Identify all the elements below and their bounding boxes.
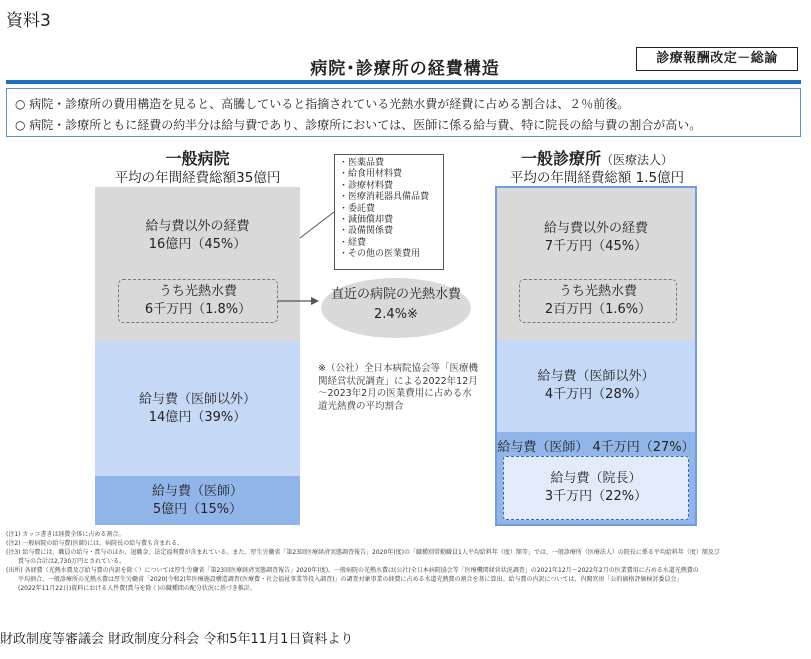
hospital-other-expense-value: 16億円（45%） <box>148 237 247 252</box>
utility-arrow-head-icon <box>311 297 319 305</box>
expense-item: ・経費 <box>339 237 367 248</box>
clinic-nondoctor-salary-value: 4千万円（28%） <box>544 387 648 402</box>
clinic-doctor-salary-label: 給与費（医師） <box>497 440 589 455</box>
clinic-utility-box <box>519 279 677 323</box>
hospital-heading: 一般病院 <box>165 149 230 168</box>
summary-line-1: ○ 病院・診療所の費用構造を見ると、高騰していると指摘されている光熱水費が経費に占める割合は、２％前後。 <box>15 97 630 111</box>
expense-item: ・医療消耗器具備品費 <box>339 192 430 203</box>
hospital-doctor-salary-label: 給与費（医師） <box>151 483 243 499</box>
hospital-utility-value: 6千万円（1.8%） <box>144 302 252 317</box>
clinic-director-salary-value: 3千万円（22%） <box>544 489 648 504</box>
page-title: 病院･診療所の経費構造 <box>310 59 500 79</box>
hospital-nondoctor-salary-label: 給与費（医師以外） <box>138 391 256 407</box>
footnotes <box>6 530 801 593</box>
recent-utility-value: 2.4%※ <box>374 307 418 322</box>
expense-item: ・医薬品費 <box>339 158 385 168</box>
recent-utility-text <box>321 285 471 325</box>
footnote-line: 平均割合、一般診療所の光熱水費は厚生労働省「2020(令和2)年医療施設構造調査(医療費・社会福祉事業等投入調査)」の調査対象事業の経費に占める水道光熱費の割合を基に算出。給与費の内訳については、内閣官房「公的価格評価検討委員会」 <box>6 576 683 583</box>
expense-item: ・給食用材料費 <box>339 169 403 180</box>
clinic-director-salary-box <box>503 456 689 520</box>
footnote-line: (注3) 給与費には、職員の給与・賞与のほか、退職金、法定福利費が含まれている。また、厚生労働省「第23回医療経済実態調査報告」2020年(度)の「職種別常勤職員1人平均給料年（度）額等」では、一般診療所（医療法人）の院長に係る平均給料年（度）額及び <box>6 549 720 556</box>
category-tag: 診療報酬改定－総論 <box>636 47 798 71</box>
hospital-doctor-salary-value: 5億円（15%） <box>152 501 243 517</box>
hospital-other-expense-label: 給与費以外の経費 <box>145 219 250 234</box>
clinic-other-expense-value: 7千万円（45%） <box>544 239 648 254</box>
utility-note: ※（公社）全日本病院協会等「医療機関経営状況調査」による2022年12月～2023年2月の医業費用に占める水道光熱費の平均割合 <box>318 363 478 412</box>
clinic-director-salary-label: 給与費（院長） <box>550 471 642 486</box>
clinic-nondoctor-salary-label: 給与費（医師以外） <box>537 369 655 384</box>
clinic-nondoctor-salary-block <box>497 340 695 432</box>
document-label: 資料3 <box>6 11 51 31</box>
clinic-heading-suffix: （医療法人） <box>601 153 674 167</box>
footnote-line: 賞与の合計は2,730万円とされている。 <box>6 558 126 565</box>
clinic-other-expense-label: 給与費以外の経費 <box>543 221 648 236</box>
hospital-subheading: 平均の年間経費総額35億円 <box>114 170 281 186</box>
expense-item: ・設備関係費 <box>339 226 394 237</box>
clinic-heading-main: 一般診療所 <box>520 149 601 168</box>
clinic-utility-value: 2百万円（1.6%） <box>544 302 652 317</box>
expense-list-connector <box>300 212 334 238</box>
clinic-subheading: 平均の年間経費総額 1.5億円 <box>509 170 685 186</box>
expense-items-box <box>334 154 444 270</box>
summary-line-2: ○ 病院・診療所ともに経費の約半分は給与費であり、診療所においては、医師に係る給与費、特に院長の給与費の割合が高い。 <box>15 118 702 132</box>
clinic-doctor-salary-value: 4千万円（27%） <box>592 440 695 455</box>
expense-item: ・減価償却費 <box>339 215 394 226</box>
expense-item: ・委託費 <box>339 203 376 214</box>
footnote-line: (注1) カッコ書きは経費全体に占める割合。 <box>6 531 125 538</box>
footnote-line: (出所) 各経費（光熱水費及び給与費の内訳を除く）については厚生労働省「第23回医療経済実態調査報告」2020年(度)。一般病院の光熱水費は(公社)全日本病院協会等「医療機関経営状況調査」の2021年12月～2022年2月の医業費用に占める水道光熱費の <box>6 567 699 574</box>
hospital-nondoctor-salary-value: 14億円（39%） <box>148 409 247 425</box>
source-caption: 財政制度等審議会 財政制度分科会 令和5年11月1日資料より <box>0 632 354 647</box>
clinic-utility-label: うち光熱水費 <box>558 284 637 299</box>
expense-item: ・診療材料費 <box>339 180 394 191</box>
footnote-line: (注2) 一般病院の給与費(医師)には、病院長の給与費も含まれる。 <box>6 540 184 547</box>
recent-utility-label: 直近の病院の光熱水費 <box>330 287 461 302</box>
clinic-other-expense-text <box>497 218 695 258</box>
expense-item: ・その他の医業費用 <box>339 249 421 260</box>
hospital-utility-label: うち光熱水費 <box>158 284 237 299</box>
footnote-line: (2022年11月22日)資料における人件費(賞与を除く)の職種間の配分状況に基づき推計。 <box>6 585 256 592</box>
clinic-doctor-salary-line <box>497 436 695 455</box>
